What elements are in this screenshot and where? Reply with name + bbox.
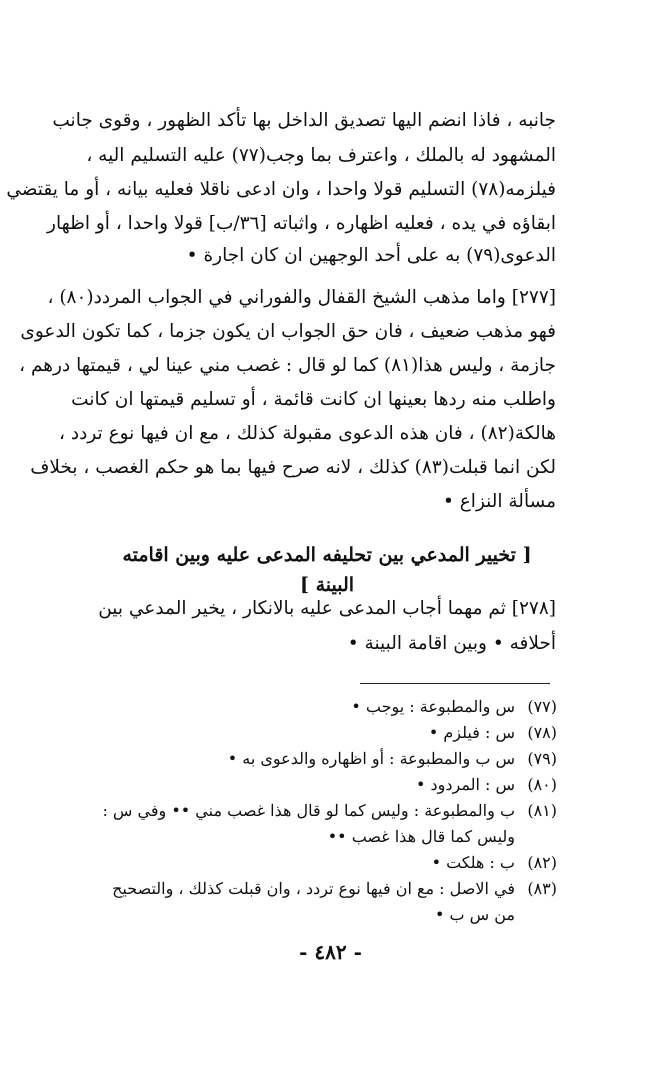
footnote-text: في الاصل : مع ان فيها نوع تردد ، وان قبلت كذلك ، والتصحيح xyxy=(112,879,515,898)
body-line: [٢٧٨] ثم مهما أجاب المدعى عليه بالانكار ، يخير المدعي بين xyxy=(98,598,556,619)
footnote-number: (٨٣) xyxy=(527,879,557,898)
footnote-text: س : المردود • xyxy=(416,775,515,794)
body-line: [٢٧٧] واما مذهب الشيخ القفال والفوراني في الجواب المردد(٨٠) ، xyxy=(47,287,556,308)
footnote-number: (٧٨) xyxy=(527,723,557,742)
footnote-number: (٧٧) xyxy=(527,697,557,716)
body-line: مسألة النزاع • xyxy=(442,491,556,512)
body-line: واطلب منه ردها بعينها ان كانت قائمة ، أو تسليم قيمتها ان كانت xyxy=(71,389,556,410)
body-line: فهو مذهب ضعيف ، فان حق الجواب ان يكون جزما ، كما تكون الدعوى xyxy=(20,321,556,342)
body-line: المشهود له بالملك ، واعترف بما وجب(٧٧) عليه التسليم اليه ، xyxy=(86,145,556,166)
section-heading: [ تخيير المدعي بين تحليفه المدعى عليه وبين اقامته البينة ] xyxy=(122,544,532,596)
footnote-number: (٨٢) xyxy=(527,853,557,872)
footnote-text: ب : هلكت • xyxy=(431,853,515,872)
body-line: جازمة ، وليس هذا(٨١) كما لو قال : غصب مني عينا لي ، قيمتها درهم ، xyxy=(19,355,556,376)
footnote xyxy=(102,798,557,824)
footnote-text: س والمطبوعة : يوجب • xyxy=(351,697,515,716)
footnote xyxy=(112,876,557,902)
footnote-number: (٨١) xyxy=(527,801,557,820)
footnote xyxy=(228,746,557,772)
footnote-text: س ب والمطبوعة : أو اظهاره والدعوى به • xyxy=(227,749,515,768)
footnote-continuation: وليس كما قال هذا غصب •• xyxy=(327,827,515,846)
body-line: ابقاؤه في يده ، فعليه اظهاره ، واثباته [٣٦/ب] قولا واحدا ، أو اظهار xyxy=(47,213,556,234)
footnote xyxy=(416,772,557,798)
footnote-text: س : فيلزم • xyxy=(428,723,515,742)
footnote xyxy=(429,720,557,746)
page-number: - ٤٨٢ - xyxy=(299,940,362,964)
footnote-text: ب والمطبوعة : وليس كما لو قال هذا غصب مني •• وفي س : xyxy=(102,801,515,820)
body-line: الدعوى(٧٩) به على أحد الوجهين ان كان اجارة • xyxy=(186,245,556,266)
body-line: أحلافه • وبين اقامة البينة • xyxy=(347,633,556,654)
body-line: فيلزمه(٧٨) التسليم قولا واحدا ، وان ادعى ناقلا فعليه بيانه ، أو ما يقتضي xyxy=(6,179,556,200)
footnote-continuation: من س ب • xyxy=(434,905,515,924)
body-line: هالكة(٨٢) ، فان هذه الدعوى مقبولة كذلك ، مع ان فيها نوع تردد ، xyxy=(59,423,556,444)
footnote xyxy=(432,850,557,876)
footnote xyxy=(351,694,557,720)
footnote-number: (٧٩) xyxy=(527,749,557,768)
body-line: جانبه ، فاذا انضم اليها تصديق الداخل بها تأكد الظهور ، وقوى جانب xyxy=(52,110,556,131)
footnote-divider xyxy=(360,683,550,684)
footnote-number: (٨٠) xyxy=(527,775,557,794)
body-line: لكن انما قبلت(٨٣) كذلك ، لانه صرح فيها بما هو حكم الغصب ، بخلاف xyxy=(30,457,556,478)
